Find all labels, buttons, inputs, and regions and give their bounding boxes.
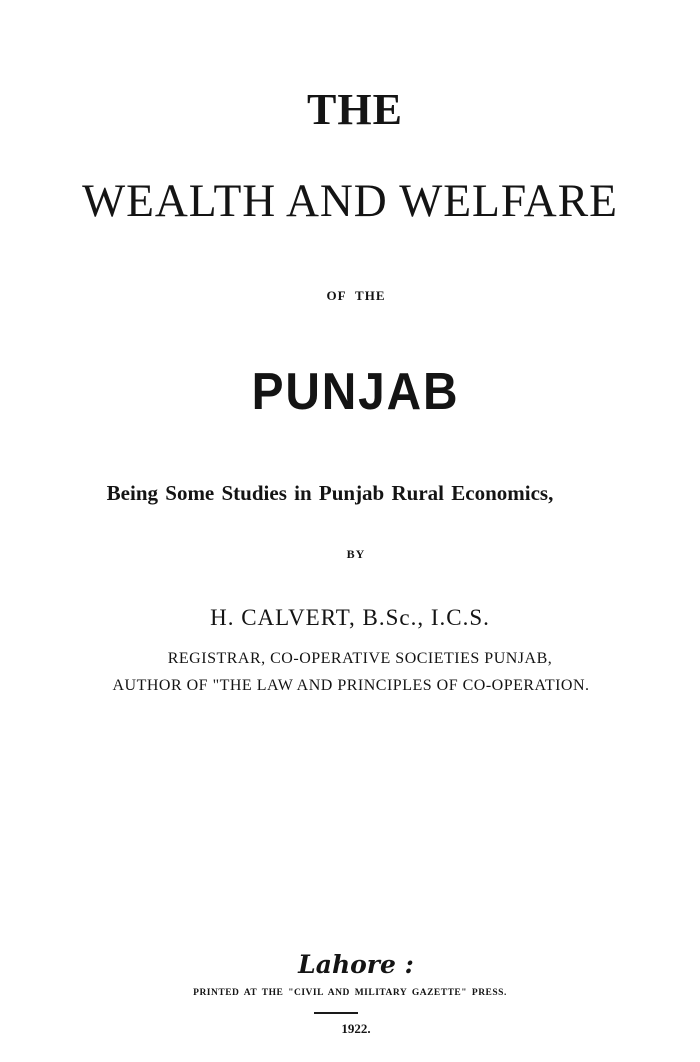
heading-the: THE: [307, 85, 403, 134]
publication-year: 1922.: [341, 1021, 371, 1036]
heading-of-the: OF THE: [326, 288, 386, 303]
author-name: H. CALVERT, B.Sc., I.C.S.: [210, 605, 490, 630]
author-credential-registrar: REGISTRAR, CO-OPERATIVE SOCIETIES PUNJAB,: [167, 650, 553, 667]
printer-line: PRINTED AT THE "CIVIL AND MILITARY GAZETTE" PRESS.: [193, 988, 507, 998]
region-title: PUNJAB: [251, 363, 460, 421]
by-label: BY: [346, 547, 366, 561]
subtitle: Being Some Studies in Punjab Rural Economics,: [106, 481, 554, 505]
publication-place: Lahore :: [298, 950, 414, 979]
divider-rule: [314, 1012, 358, 1014]
main-title: WEALTH AND WELFARE: [82, 175, 618, 227]
author-credential-works: AUTHOR OF "THE LAW AND PRINCIPLES OF CO-OPERATION.: [112, 677, 590, 694]
